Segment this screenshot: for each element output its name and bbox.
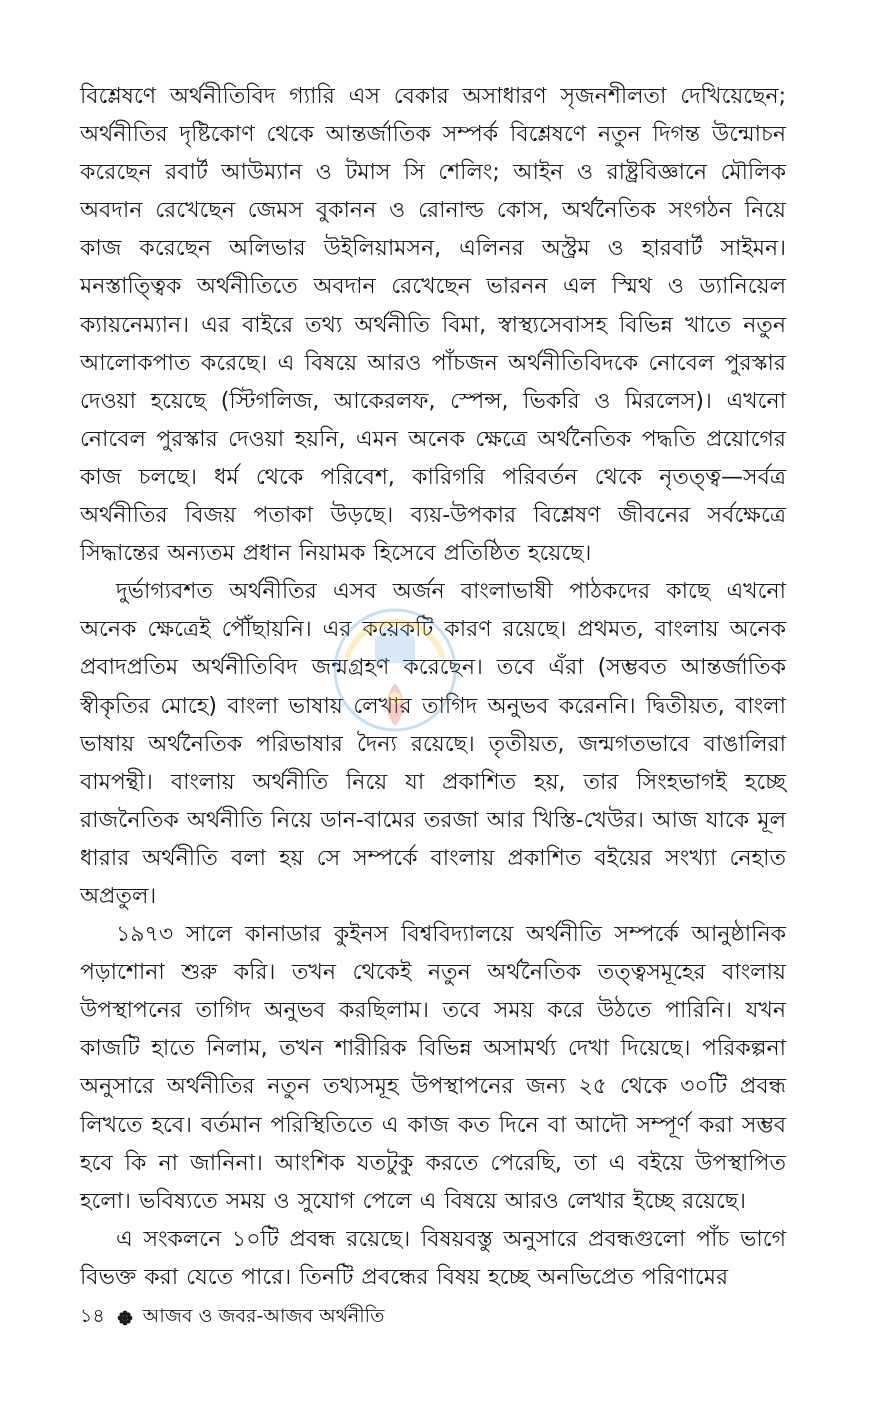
paragraph-4: এ সংকলনে ১০টি প্রবন্ধ রয়েছে। বিষয়বস্তু অনুসারে প্রবন্ধগুলো পাঁচ ভাগে বিভক্ত করা যেতে পারে। তিনটি প্রবন্ধের বিষয় হচ্ছে অনভিপ্রেত পরিণামের	[80, 1226, 786, 1290]
page-number: ১৪	[80, 1305, 105, 1327]
page-footer	[80, 1305, 384, 1331]
book-title: আজব ও জবর-আজব অর্থনীতি	[142, 1305, 385, 1327]
body-text	[80, 78, 786, 1297]
paragraph-3: ১৯৭৩ সালে কানাডার কুইনস বিশ্ববিদ্যালয়ে অর্থনীতি সম্পর্কে আনুষ্ঠানিক পড়াশোনা শুরু করি। তখন থেকেই নতুন অর্থনৈতিক তত্ত্বসমূহের বাংলায় উপস্থাপনের তাগিদ অনুভব করছিলাম। তবে সময় করে উঠতে পারিনি। যখন কাজটি হাতে নিলাম, তখন শারীরিক বিভিন্ন অসামর্থ্য দেখা দিয়েছে। পরিকল্পনা অনুসারে অর্থনীতির নতুন তথ্যসমূহ উপস্থাপনের জন্য ২৫ থেকে ৩০টি প্রবন্ধ লিখতে হবে। বর্তমান পরিস্থিতিতে এ কাজ কত দিনে বা আদৌ সম্পূর্ণ করা সম্ভব হবে কি না জানিনা। আংশিক যতটুকু করতে পেরেছি, তা এ বইয়ে উপস্থাপিত হলো। ভবিষ্যতে সময় ও সুযোগ পেলে এ বিষয়ে আরও লেখার ইচ্ছে রয়েছে।	[80, 922, 786, 1214]
flower-ornament-icon	[117, 1310, 133, 1326]
paragraph-1: বিশ্লেষণে অর্থনীতিবিদ গ্যারি এস বেকার অসাধারণ সৃজনশীলতা দেখিয়েছেন; অর্থনীতির দৃষ্টিকোণ থেকে আন্তর্জাতিক সম্পর্ক বিশ্লেষণে নতুন দিগন্ত উন্মোচন করেছেন রবার্ট আউম্যান ও টমাস সি শেলিং; আইন ও রাষ্ট্রবিজ্ঞানে মৌলিক অবদান রেখেছেন জেমস বুকানন ও রোনাল্ড কোস, অর্থনৈতিক সংগঠন নিয়ে কাজ করেছেন অলিভার উইলিয়ামসন, এলিনর অস্ট্রম ও হারবার্ট সাইমন। মনস্তাত্ত্বিক অর্থনীতিতে অবদান রেখেছেন ভারনন এল স্মিথ ও ড্যানিয়েল ক্যায়নেম্যান। এর বাইরে তথ্য অর্থনীতি বিমা, স্বাস্থ্যসেবাসহ বিভিন্ন খাতে নতুন আলোকপাত করেছে। এ বিষয়ে আরও পাঁচজন অর্থনীতিবিদকে নোবেল পুরস্কার দেওয়া হয়েছে (স্টিগলিজ, আকেরলফ, স্পেন্স, ভিকরি ও মিরলেস)। এখনো নোবেল পুরস্কার দেওয়া হয়নি, এমন অনেক ক্ষেত্রে অর্থনৈতিক পদ্ধতি প্রয়োগের কাজ চলছে। ধর্ম থেকে পরিবেশ, কারিগরি পরিবর্তন থেকে নৃতত্ত্ব—সর্বত্র অর্থনীতির বিজয় পতাকা উড়ছে। ব্যয়-উপকার বিশ্লেষণ জীবনের সর্বক্ষেত্রে সিদ্ধান্তের অন্যতম প্রধান নিয়ামক হিসেবে প্রতিষ্ঠিত হয়েছে।	[80, 84, 786, 567]
paragraph-2: দুর্ভাগ্যবশত অর্থনীতির এসব অর্জন বাংলাভাষী পাঠকদের কাছে এখনো অনেক ক্ষেত্রেই পৌঁছায়নি। এর কয়েকটি কারণ রয়েছে। প্রথমত, বাংলায় অনেক প্রবাদপ্রতিম অর্থনীতিবিদ জন্মগ্রহণ করেছেন। তবে এঁরা (সম্ভবত আন্তর্জাতিক স্বীকৃতির মোহে) বাংলা ভাষায় লেখার তাগিদ অনুভব করেননি। দ্বিতীয়ত, বাংলা ভাষায় অর্থনৈতিক পরিভাষার দৈন্য রয়েছে। তৃতীয়ত, জন্মগতভাবে বাঙালিরা বামপন্থী। বাংলায় অর্থনীতি নিয়ে যা প্রকাশিত হয়, তার সিংহভাগই হচ্ছে রাজনৈতিক অর্থনীতি নিয়ে ডান-বামের তরজা আর খিস্তি-খেউর। আজ যাকে মূল ধারার অর্থনীতি বলা হয় সে সম্পর্কে বাংলায় প্রকাশিত বইয়ের সংখ্যা নেহাত অপ্রতুল।	[80, 579, 786, 909]
